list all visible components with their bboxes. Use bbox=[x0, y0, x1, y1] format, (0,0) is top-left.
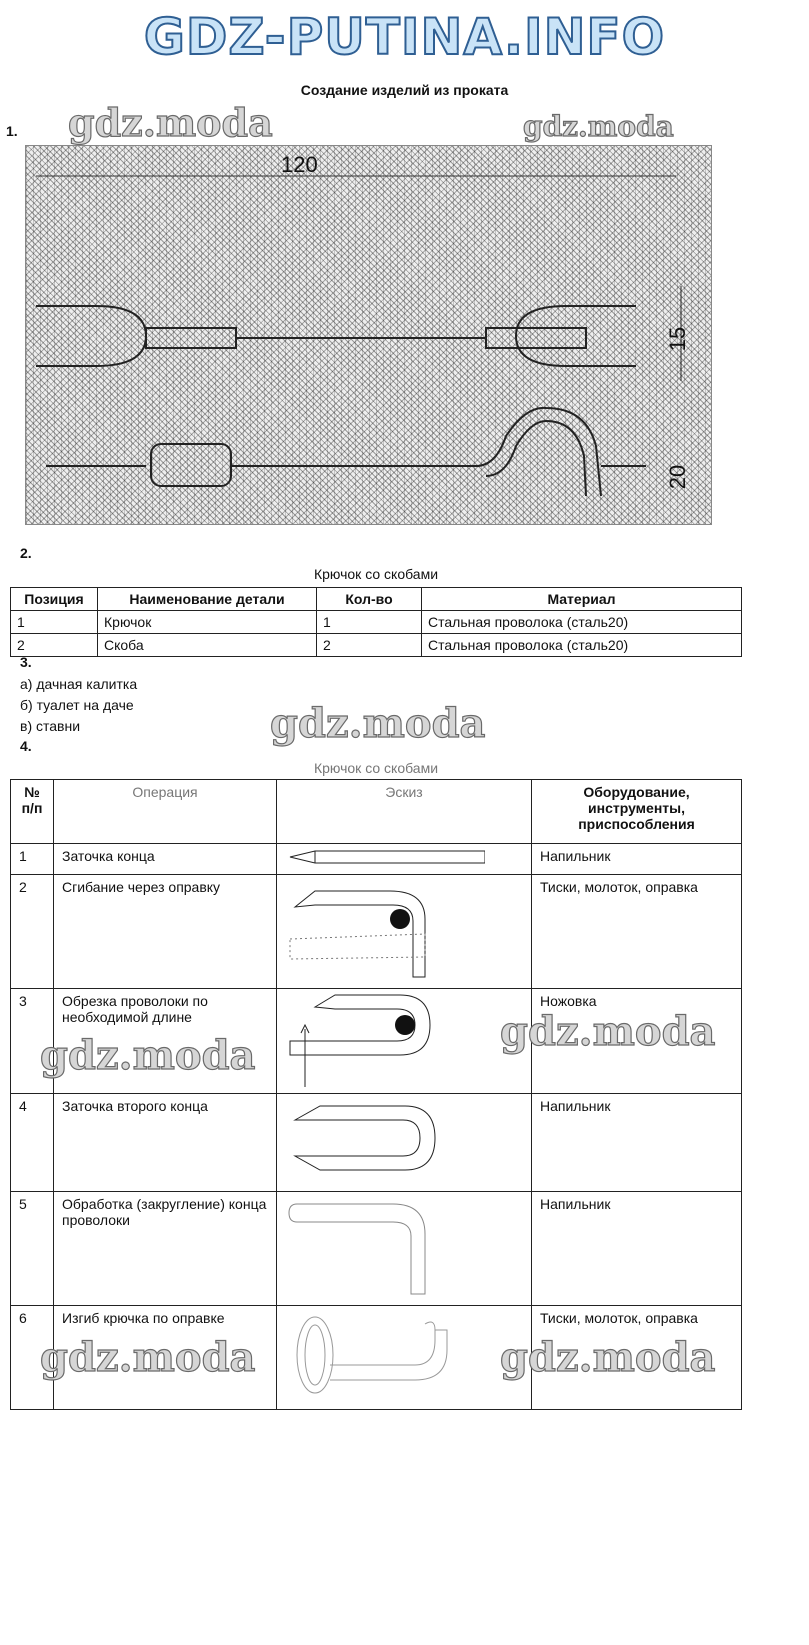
table-cell: Сгибание через оправку bbox=[54, 875, 277, 989]
table-cell: 2 bbox=[317, 634, 422, 657]
hook-sketch bbox=[36, 286, 681, 381]
table-caption: Крючок со скобами bbox=[313, 760, 439, 776]
table-row bbox=[11, 1192, 742, 1306]
table-header-row bbox=[11, 780, 742, 844]
table-cell: Обрезка проволоки по необходимой длине bbox=[54, 989, 277, 1094]
table-cell: Обработка (закругление) конца проволоки bbox=[54, 1192, 277, 1306]
table-cell: 3 bbox=[11, 989, 54, 1094]
sketch-sharpen-second-icon bbox=[285, 1098, 445, 1178]
table-row bbox=[11, 611, 742, 634]
sketch-cell bbox=[277, 1192, 532, 1306]
column-header: № п/п bbox=[11, 780, 54, 844]
sketch-cut-icon bbox=[285, 993, 445, 1089]
table-cell: 2 bbox=[11, 634, 98, 657]
sketch-cell bbox=[277, 875, 532, 989]
sketch-hook-bend-icon bbox=[285, 1310, 465, 1400]
usage-list bbox=[20, 674, 137, 737]
column-header: Оборудование, инструменты, приспособления bbox=[532, 780, 742, 844]
column-header: Операция bbox=[54, 780, 277, 844]
table-cell: Тиски, молоток, оправка bbox=[532, 875, 742, 989]
section-3-number: 3. bbox=[20, 654, 32, 670]
watermark-text: gdz.moda bbox=[68, 100, 273, 145]
column-header: Кол-во bbox=[317, 588, 422, 611]
sketch-cell bbox=[277, 844, 532, 875]
table-cell: Тиски, молоток, оправка bbox=[532, 1306, 742, 1410]
list-item: в) ставни bbox=[20, 718, 81, 734]
drawing-svg bbox=[26, 146, 711, 524]
dimension-height-top: 15 bbox=[665, 326, 691, 352]
table-cell: Напильник bbox=[532, 844, 742, 875]
list-item: а) дачная калитка bbox=[20, 676, 138, 692]
table-cell: Крючок bbox=[98, 611, 317, 634]
table-row bbox=[11, 634, 742, 657]
table-header-row bbox=[11, 588, 742, 611]
sketch-sharpen-icon bbox=[285, 848, 485, 866]
staple-sketch bbox=[46, 408, 646, 496]
watermark-text: gdz.moda bbox=[500, 1334, 716, 1381]
column-header: Эскиз bbox=[277, 780, 532, 844]
table-row bbox=[11, 844, 742, 875]
table-cell: Изгиб крючка по оправке bbox=[54, 1306, 277, 1410]
table-cell: Напильник bbox=[532, 1192, 742, 1306]
table-cell: 6 bbox=[11, 1306, 54, 1410]
table-cell: 4 bbox=[11, 1094, 54, 1192]
section-4-number: 4. bbox=[20, 738, 32, 754]
watermark-text: gdz.moda bbox=[270, 700, 486, 747]
dimension-length: 120 bbox=[281, 152, 318, 177]
table-row bbox=[11, 875, 742, 989]
site-logo: GDZ-PUTINA.INFO bbox=[143, 8, 666, 66]
table-cell: Напильник bbox=[532, 1094, 742, 1192]
table-cell: Скоба bbox=[98, 634, 317, 657]
operations-table bbox=[10, 779, 742, 1410]
parts-table bbox=[10, 587, 742, 657]
table-cell: 1 bbox=[317, 611, 422, 634]
watermark-text: gdz.moda bbox=[40, 1032, 256, 1079]
sketch-round-icon bbox=[285, 1196, 445, 1296]
page-title: Создание изделий из проката bbox=[300, 82, 509, 98]
watermark-text: gdz.moda bbox=[40, 1334, 256, 1381]
table-cell: 5 bbox=[11, 1192, 54, 1306]
table-cell: 2 bbox=[11, 875, 54, 989]
column-header: Позиция bbox=[11, 588, 98, 611]
table-row bbox=[11, 1094, 742, 1192]
table-caption: Крючок со скобами bbox=[313, 566, 439, 582]
section-2-number: 2. bbox=[20, 545, 32, 561]
table-cell: 1 bbox=[11, 611, 98, 634]
table-cell: Ножовка bbox=[532, 989, 742, 1094]
table-cell: Стальная проволока (сталь20) bbox=[422, 611, 742, 634]
section-1-number: 1. bbox=[6, 123, 18, 139]
watermark-text: gdz.moda bbox=[523, 110, 674, 143]
table-cell: Заточка конца bbox=[54, 844, 277, 875]
sketch-cell bbox=[277, 989, 532, 1094]
sketch-bend-icon bbox=[285, 879, 445, 979]
sketch-cell bbox=[277, 1306, 532, 1410]
table-cell: 1 bbox=[11, 844, 54, 875]
watermark-text: gdz.moda bbox=[500, 1008, 716, 1055]
column-header: Материал bbox=[422, 588, 742, 611]
list-item: б) туалет на даче bbox=[20, 697, 134, 713]
dimension-height-bottom: 20 bbox=[665, 464, 691, 490]
column-header: Наименование детали bbox=[98, 588, 317, 611]
technical-drawing bbox=[25, 145, 712, 525]
table-cell: Заточка второго конца bbox=[54, 1094, 277, 1192]
sketch-cell bbox=[277, 1094, 532, 1192]
table-cell: Стальная проволока (сталь20) bbox=[422, 634, 742, 657]
